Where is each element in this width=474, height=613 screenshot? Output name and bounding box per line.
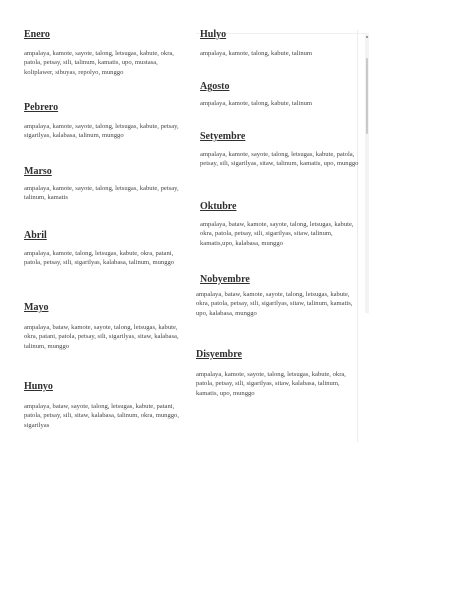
month-title: Mayo <box>24 302 49 313</box>
month-title: Oktubre <box>200 201 237 212</box>
month-vegetables: ampalaya, bataw, sayote, talong, letsugas, kabute, patani, patola, petsay, sili, sitaw, kalabasa, talinum, okra, munggo, sigarilyas <box>24 403 179 429</box>
month-abril <box>24 230 184 268</box>
month-hulyo <box>200 29 360 58</box>
month-vegetables: ampalaya, bataw, kamote, sayote, talong, letsugas, kabute, okra, patani, patola, petsay, sili, sigarilyas, sitaw, kalabasa, talinum, munggo <box>24 324 179 350</box>
month-title: Setyembre <box>200 131 246 142</box>
month-vegetables: ampalaya, kamote, sayote, talong, letsugas, kabute, petsay, talinum, kamatis <box>24 185 179 202</box>
month-vegetables: ampalaya, kamote, talong, letsugas, kabute, okra, patani, patola, petsay, sili, sigarilyas, kalabasa, talinum, munggo <box>24 250 175 267</box>
month-title: Marso <box>24 166 52 177</box>
month-vegetables: ampalaya, bataw, kamote, sayote, talong, letsugas, kabute, okra, patola, petsay, sili, sigarilyas, sitaw, talinum, kamatis, upo, kalabasa, munggo <box>196 291 353 317</box>
month-vegetables: ampalaya, kamote, sayote, talong, letsugas, kabute, okra, patola, petsay, sili, sigarilyas, sitaw, kalabasa, talinum, kamatis, upo, munggo <box>196 371 346 397</box>
scrollbar-thumb[interactable] <box>366 58 368 134</box>
month-vegetables: ampalaya, kamote, sayote, talong, letsugas, kabute, petsay, sigarilyas, kalabasa, talinum, munggo <box>24 123 179 140</box>
month-title: Disyembre <box>196 349 242 360</box>
month-oktubre <box>200 201 360 248</box>
month-pebrero <box>24 102 184 141</box>
month-vegetables: ampalaya, kamote, sayote, talong, letsugas, kabute, okra, patola, petsay, sili, talinum, kamatis, upo, mustasa, koliplawer, sibuyas, repolyo, munggo <box>24 50 174 76</box>
month-title: Hulyo <box>200 29 227 40</box>
month-vegetables: ampalaya, kamote, sayote, talong, letsugas, kabute, patola, petsay, sili, sigarilyas, sitaw, talinum, kamatis, upo, munggo <box>200 151 359 168</box>
month-title: Hunyo <box>24 381 53 392</box>
month-title: Pebrero <box>24 102 59 113</box>
month-title: Nobyembre <box>200 274 250 285</box>
month-disyembre <box>196 349 356 398</box>
month-vegetables: ampalaya, kamote, talong, kabute, talinum <box>200 100 313 107</box>
month-title: Enero <box>24 29 50 40</box>
month-title: Agosto <box>200 81 230 92</box>
month-enero <box>24 29 184 77</box>
month-vegetables: ampalaya, bataw, kamote, sayote, talong, letsugas, kabute, okra, patola, petsay, sili, sigarilyas, sitaw, talinum, kamatis,upo, kalabasa, munggo <box>200 221 354 247</box>
month-mayo <box>24 302 184 351</box>
month-agosto <box>200 81 360 108</box>
month-title: Abril <box>24 230 47 241</box>
scrollbar-arrow-icon[interactable] <box>366 36 368 38</box>
month-hunyo <box>24 381 184 430</box>
month-nobyembre <box>196 274 356 318</box>
month-setyembre <box>200 131 360 169</box>
month-vegetables: ampalaya, kamote, talong, kabute, talinum <box>200 50 313 57</box>
month-marso <box>24 166 184 203</box>
